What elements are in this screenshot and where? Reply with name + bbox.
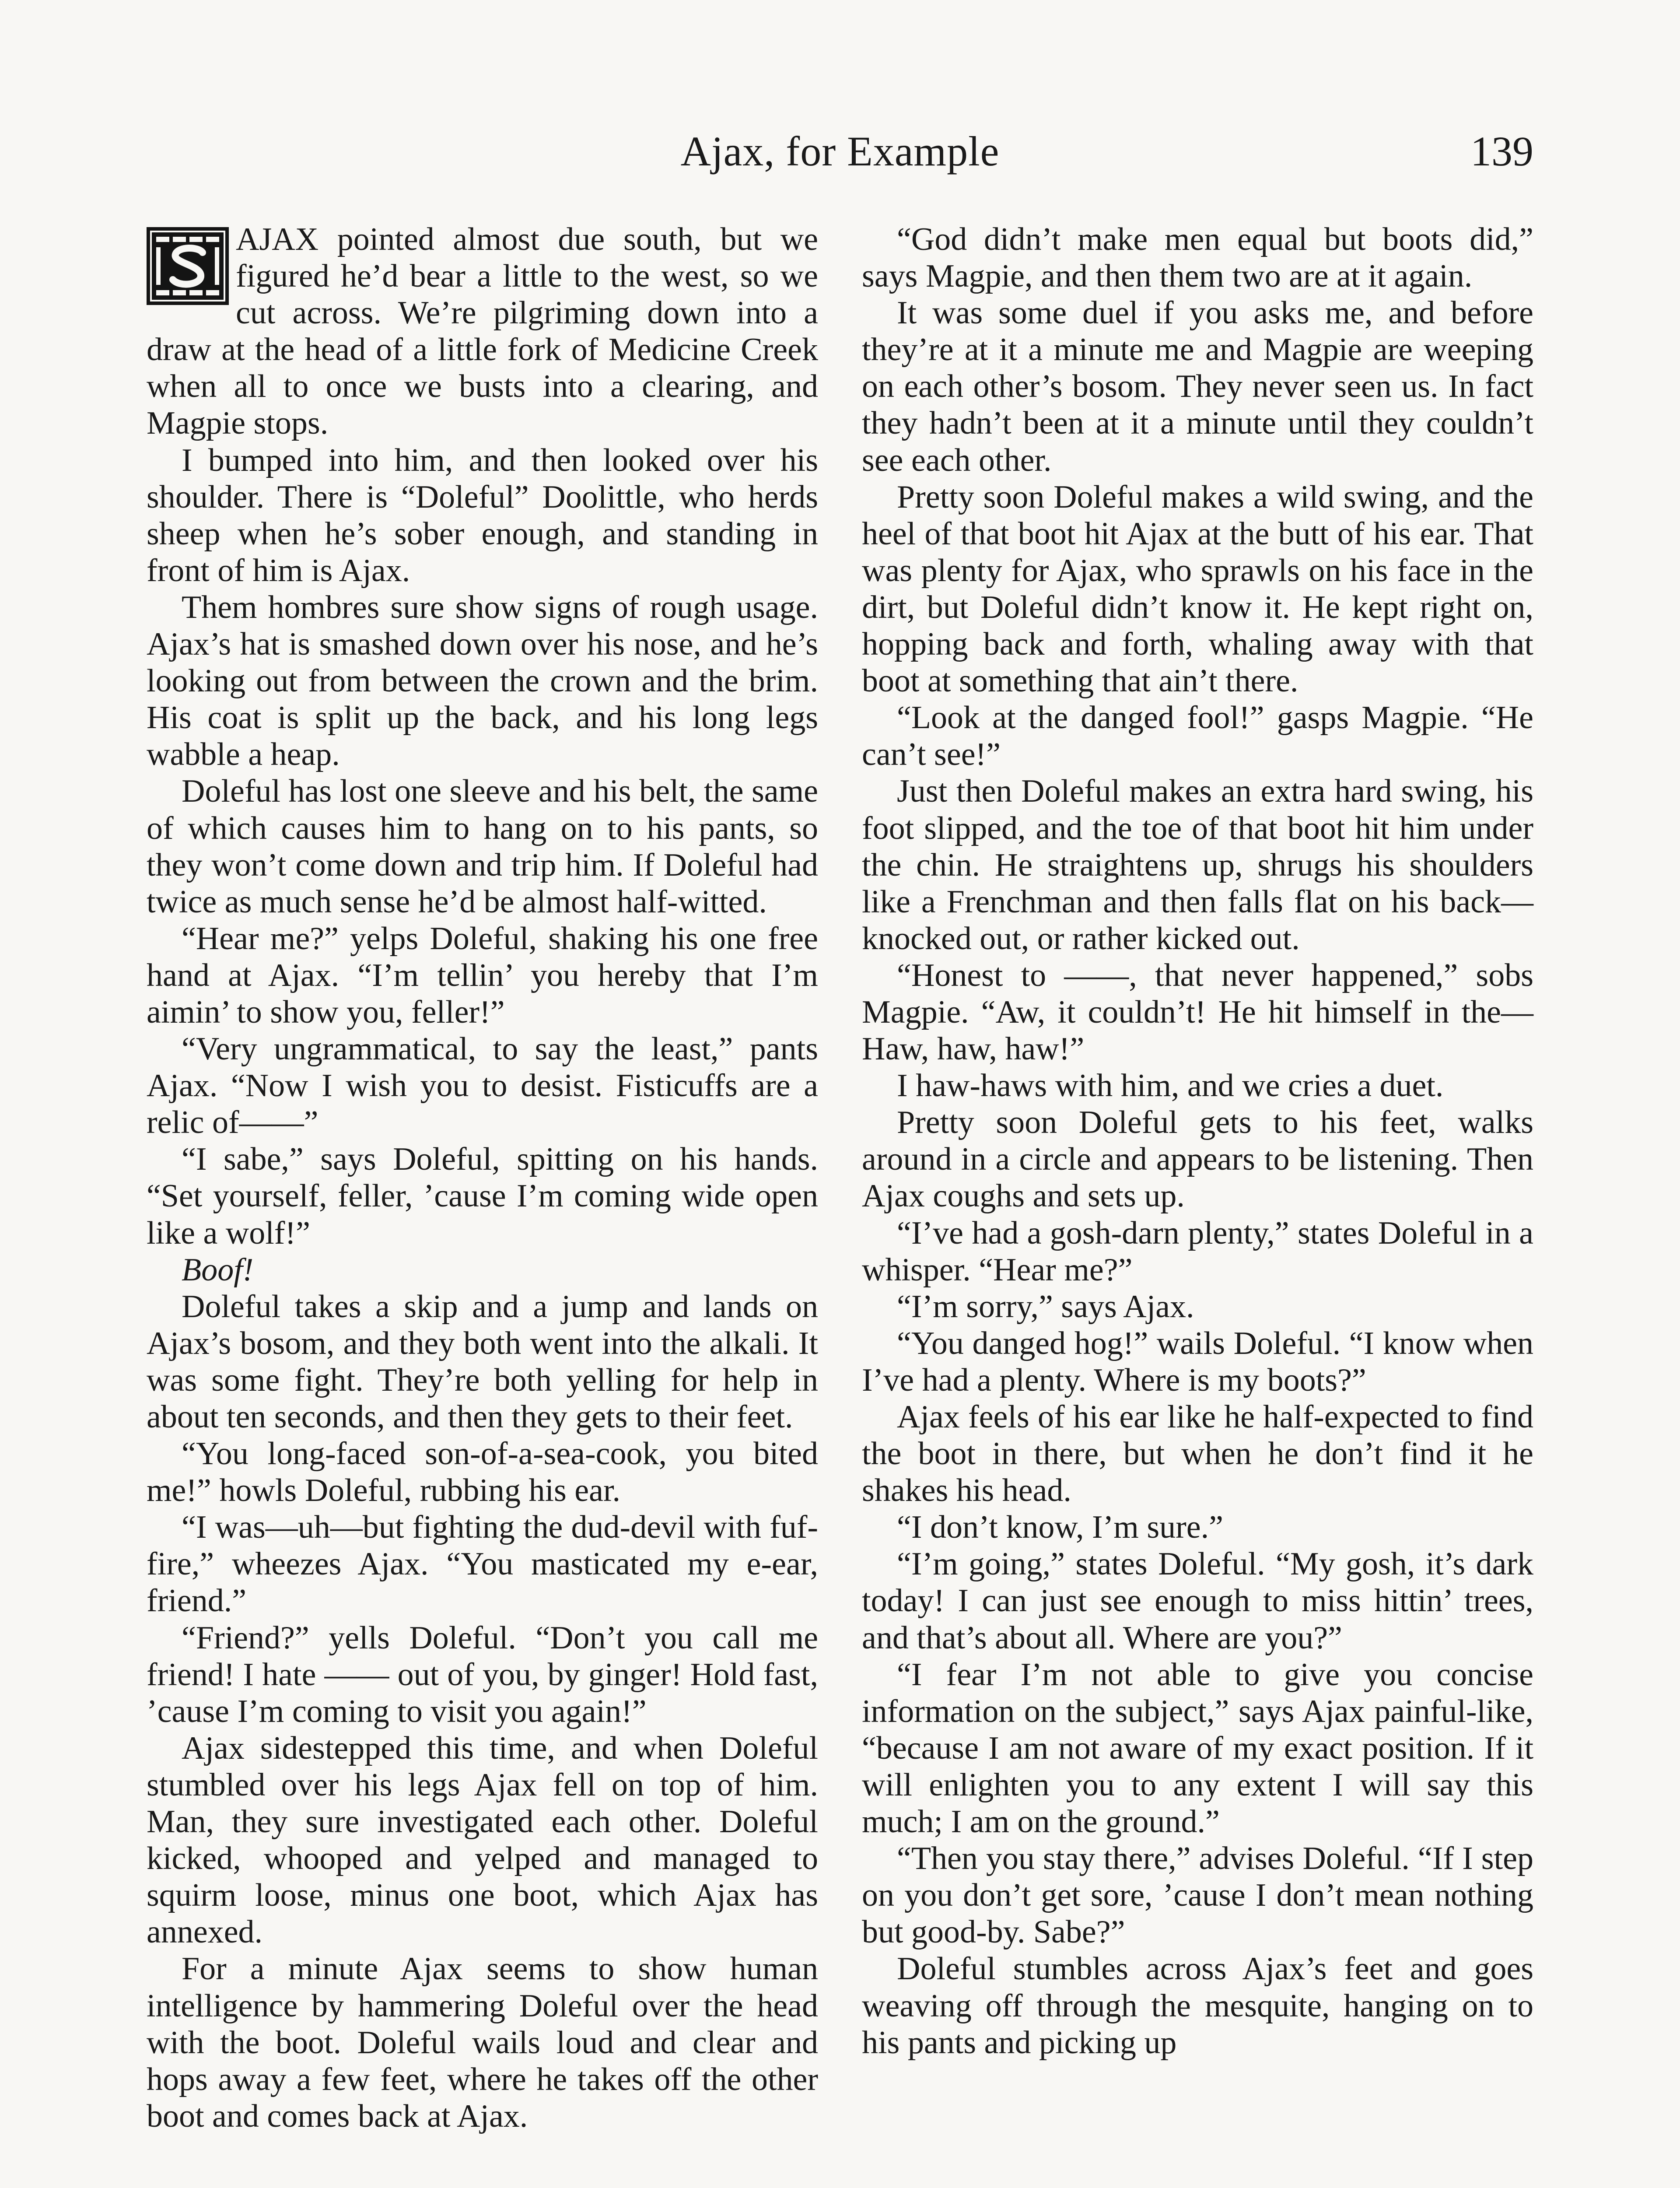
- paragraph: I bumped into him, and then looked over his shoulder. There is “Doleful” Doolittle, who herds sheep when he’s sober enough, and standing in front of him is Ajax.: [147, 442, 818, 589]
- paragraph: Doleful takes a skip and a jump and lands on Ajax’s bosom, and they both went into the alkali. It was some fight. They’re both yelling for help in about ten seconds, and then they gets to their feet.: [147, 1288, 818, 1435]
- paragraph: “I don’t know, I’m sure.”: [897, 1509, 1223, 1546]
- ornamental-initial-s-icon: [147, 227, 229, 305]
- paragraph: “I’m going,” states Doleful. “My gosh, it’s dark today! I can just see enough to miss hittin’ trees, and that’s about all. Where are you?”: [862, 1546, 1533, 1656]
- paragraph: Doleful has lost one sleeve and his belt, the same of which causes him to hang on to his pants, so they won’t come down and trip him. If Doleful had twice as much sense he’d be almost half-witted.: [147, 773, 818, 920]
- paragraph: “God didn’t make men equal but boots did,” says Magpie, and then them two are at it again.: [862, 221, 1533, 295]
- paragraph: “I was—uh—but fighting the dud-devil with fuf-fire,” wheezes Ajax. “You masticated my e-ear, friend.”: [147, 1509, 818, 1619]
- paragraph: “I sabe,” says Doleful, spitting on his hands. “Set yourself, feller, ’cause I’m coming wide open like a wolf!”: [147, 1141, 818, 1251]
- paragraph: For a minute Ajax seems to show human intelligence by hammering Doleful over the head with the boot. Doleful wails loud and clear and hops away a few feet, where he takes off the other boot and comes back at Ajax.: [147, 1951, 818, 2134]
- paragraph: Boof!: [182, 1252, 254, 1288]
- paragraph: It was some duel if you asks me, and before they’re at it a minute me and Magpie are weeping on each other’s bosom. They never seen us. In fact they hadn’t been at it a minute until they couldn’t see each other.: [862, 295, 1533, 478]
- paragraph: “Honest to ——, that never happened,” sobs Magpie. “Aw, it couldn’t! He hit himself in the— Haw, haw, haw!”: [862, 957, 1533, 1067]
- paragraph: AJAX pointed almost due south, but we figured he’d bear a little to the west, so we cut across. We’re pilgriming down into a draw at the head of a little fork of Medicine Creek when all to once we busts into a clearing, and Magpie stops.: [147, 221, 818, 442]
- paragraph: I haw-haws with him, and we cries a duet.: [897, 1068, 1444, 1104]
- paragraph: Pretty soon Doleful makes a wild swing, and the heel of that boot hit Ajax at the butt of his ear. That was plenty for Ajax, who sprawls on his face in the dirt, but Doleful didn’t know it. He kept right on, hopping back and forth, whaling away with that boot at something that ain’t there.: [862, 479, 1533, 699]
- right-column: [862, 221, 1533, 2061]
- running-title: Ajax, for Example: [680, 128, 1000, 175]
- page-header: [147, 127, 1533, 179]
- paragraph: “Hear me?” yelps Doleful, shaking his one free hand at Ajax. “I’m tellin’ you hereby that I’m aimin’ to show you, feller!”: [147, 920, 818, 1030]
- page-number: 139: [1470, 128, 1533, 175]
- paragraph: Pretty soon Doleful gets to his feet, walks around in a circle and appears to be listening. Then Ajax coughs and sets up.: [862, 1105, 1533, 1214]
- paragraph: Them hombres sure show signs of rough usage. Ajax’s hat is smashed down over his nose, and he’s looking out from between the crown and the brim. His coat is split up the back, and his long legs wabble a heap.: [147, 589, 818, 773]
- paragraph: “You danged hog!” wails Doleful. “I know when I’ve had a plenty. Where is my boots?”: [862, 1325, 1533, 1398]
- paragraph: “I’ve had a gosh-darn plenty,” states Doleful in a whisper. “Hear me?”: [862, 1215, 1533, 1288]
- paragraph: Doleful stumbles across Ajax’s feet and goes weaving off through the mesquite, hanging on to his pants and picking up: [862, 1951, 1533, 2061]
- paragraph: “Friend?” yells Doleful. “Don’t you call me friend! I hate —— out of you, by ginger! Hold fast, ’cause I’m coming to visit you again!”: [147, 1620, 818, 1729]
- paragraph: “Then you stay there,” advises Doleful. “If I step on you don’t get sore, ’cause I don’t mean nothing but good-by. Sabe?”: [862, 1841, 1533, 1950]
- story-text: [147, 221, 1533, 2188]
- paragraph: “You long-faced son-of-a-sea-cook, you bited me!” howls Doleful, rubbing his ear.: [147, 1436, 818, 1509]
- paragraph: “Very ungrammatical, to say the least,” pants Ajax. “Now I wish you to desist. Fisticuffs are a relic of——”: [147, 1031, 818, 1141]
- paragraph: “I’m sorry,” says Ajax.: [897, 1288, 1194, 1325]
- paragraph: Ajax feels of his ear like he half-expected to find the boot in there, but when he don’t find it he shakes his head.: [862, 1399, 1533, 1509]
- paragraph: “Look at the danged fool!” gasps Magpie. “He can’t see!”: [862, 700, 1533, 773]
- left-column: [147, 221, 818, 2135]
- paragraph: Ajax sidestepped this time, and when Doleful stumbled over his legs Ajax fell on top of him. Man, they sure investigated each other. Doleful kicked, whooped and yelped and managed to squirm loose, minus one boot, which Ajax has annexed.: [147, 1730, 818, 1950]
- paragraph: Just then Doleful makes an extra hard swing, his foot slipped, and the toe of that boot hit him under the chin. He straightens up, shrugs his shoulders like a Frenchman and then falls flat on his back—knocked out, or rather kicked out.: [862, 773, 1533, 957]
- paragraph: “I fear I’m not able to give you concise information on the subject,” says Ajax painful-like, “because I am not aware of my exact position. If it will enlighten you to any extent I will say this much; I am on the ground.”: [862, 1656, 1533, 1840]
